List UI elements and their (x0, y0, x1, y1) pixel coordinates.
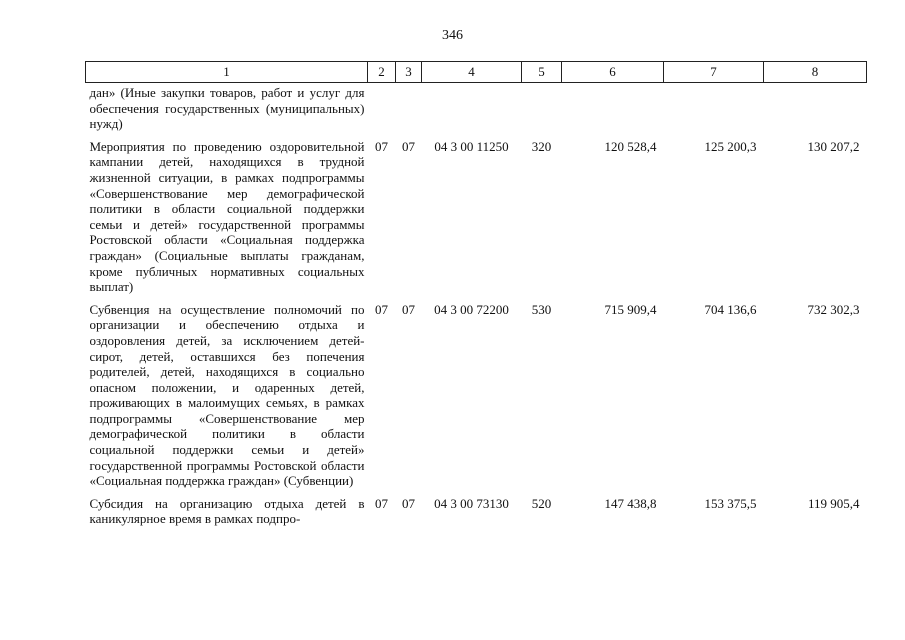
row-amount-col6: 120 528,4 (604, 138, 657, 154)
row-amount-col7: 125 200,3 (704, 138, 757, 154)
column-header-7: 7 (664, 62, 764, 83)
row-section-code: 07 (375, 495, 388, 511)
column-header-2: 2 (368, 62, 396, 83)
row-subsection-code: 07 (402, 138, 415, 154)
table-row (86, 132, 867, 295)
row-description: Мероприятия по проведению оздоровительной кампании детей, находящихся в трудной жизненной ситуации, в рамках подпрограммы «Совершенствование мер демографической политики в области социальной поддержки семьи и детей» государственной программы Ростовской области «Социальная поддержка граждан» (Социальные выплаты гражданам, кроме публичных нормативных социальных выплат) (89, 138, 365, 295)
row-amount-col6: 715 909,4 (604, 301, 657, 317)
table-header-row (86, 62, 867, 83)
row-target-article-code: 04 3 00 11250 (434, 138, 509, 154)
table-row (86, 295, 867, 489)
row-amount-col8: 130 207,2 (807, 138, 860, 154)
column-header-8: 8 (764, 62, 867, 83)
row-amount-col8: 732 302,3 (807, 301, 860, 317)
row-description: Субвенция на осуществление полномочий по организации и обеспечению отдыха и оздоровления детей, за исключением детей-сирот, детей, оставшихся без попечения родителей, детей, находящихся в социально опасном положении, и одаренных детей, проживающих в малоимущих семьях, в рамках подпрограммы «Совершенствование мер демографической политики в области социальной поддержки семьи и детей» государственной программы Ростовской области «Социальная поддержка граждан» (Субвенции) (89, 301, 365, 489)
row-description: дан» (Иные закупки товаров, работ и услуг для обеспечения государственных (муниципальных) нужд) (89, 85, 365, 132)
row-amount-col8: 119 905,4 (807, 495, 860, 511)
row-amount-col7: 704 136,6 (704, 301, 757, 317)
column-header-5: 5 (522, 62, 562, 83)
table-row (86, 489, 867, 527)
row-amount-col7: 153 375,5 (704, 495, 757, 511)
row-subsection-code: 07 (402, 495, 415, 511)
page-number: 346 (442, 28, 463, 43)
column-header-1: 1 (86, 62, 368, 83)
budget-table (85, 61, 867, 527)
column-header-6: 6 (562, 62, 664, 83)
row-description: Субсидия на организацию отдыха детей в каникулярное время в рамках подпро- (89, 495, 365, 527)
row-subsection-code: 07 (402, 301, 415, 317)
column-header-4: 4 (422, 62, 522, 83)
column-header-3: 3 (396, 62, 422, 83)
row-target-article-code: 04 3 00 73130 (434, 495, 509, 511)
table-row (86, 83, 867, 132)
row-amount-col6: 147 438,8 (604, 495, 657, 511)
row-expense-type-code: 520 (531, 495, 552, 511)
row-expense-type-code: 530 (531, 301, 552, 317)
row-section-code: 07 (375, 301, 388, 317)
row-section-code: 07 (375, 138, 388, 154)
row-expense-type-code: 320 (531, 138, 552, 154)
row-target-article-code: 04 3 00 72200 (434, 301, 509, 317)
